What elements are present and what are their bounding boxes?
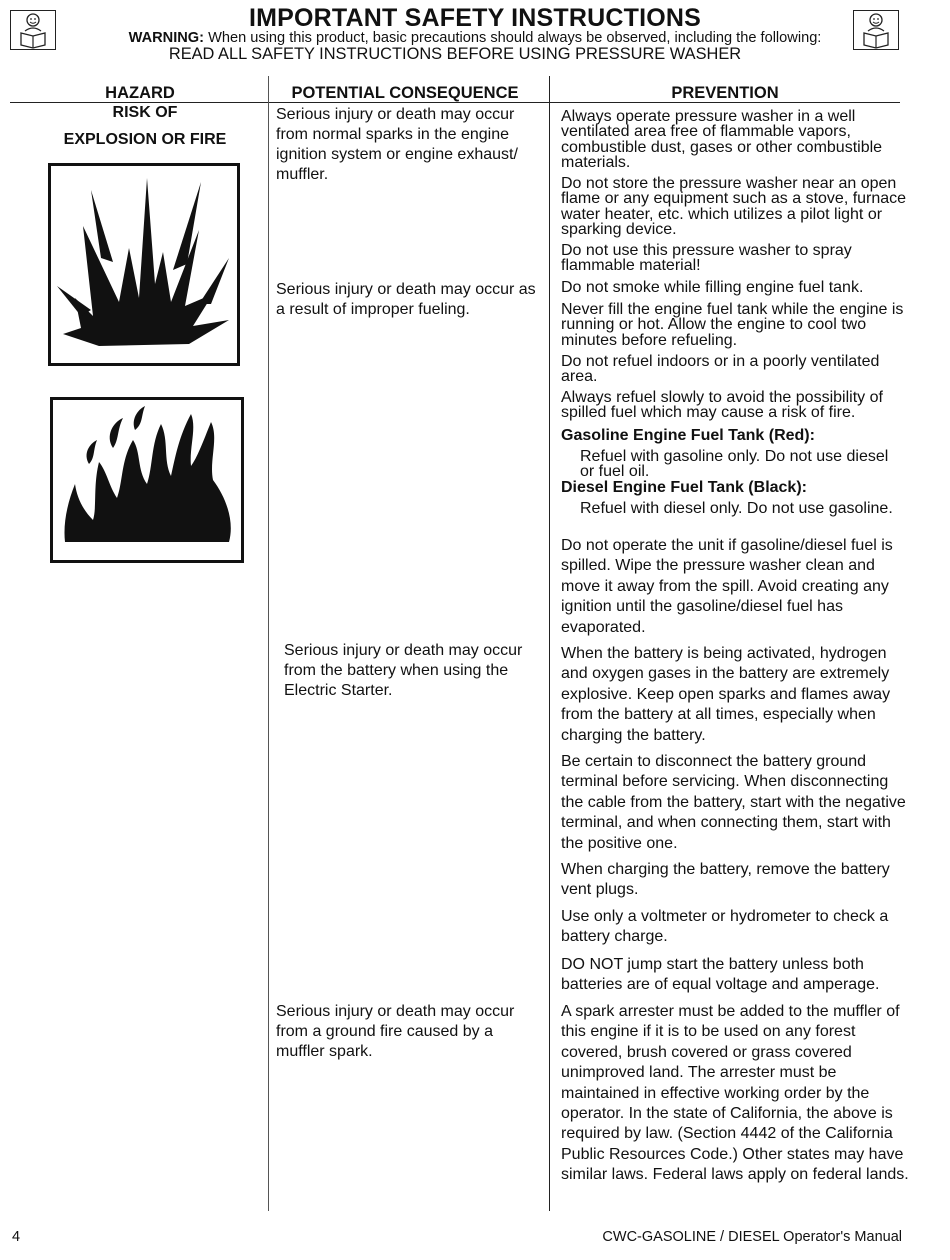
fire-icon bbox=[50, 397, 244, 563]
hazard-title-line1: RISK OF bbox=[112, 104, 178, 121]
column-header-consequence: POTENTIAL CONSEQUENCE bbox=[291, 84, 519, 102]
prevention-text: Do not store the pressure washer near an open flame or any equipment such as a stove, furnace water heater, etc. which utilizes a pilot light or sparking device. bbox=[561, 175, 907, 238]
prevention-subtext: Refuel with diesel only. Do not use gasoline. bbox=[580, 500, 893, 517]
hazard-title-line2: EXPLOSION OR FIRE bbox=[63, 131, 227, 148]
column-header-prevention: PREVENTION bbox=[671, 84, 779, 102]
prevention-text: Do not use this pressure washer to spray flammable material! bbox=[561, 242, 852, 275]
prevention-text: A spark arrester must be added to the muffler of this engine if it is to be used on any forest covered, brush covered or grass covered unimproved land. The arrester must be maintained in effective working order by the operator. In the state of California, the above is required by law. (Section 4442 of the California Public Resources Code.) Other states may have similar laws. Federal laws apply on federal lands. bbox=[561, 1003, 909, 1184]
warning-line bbox=[0, 30, 950, 46]
prevention-text: Never fill the engine fuel tank while the engine is running or hot. Allow the engine to cool two minutes before refueling. bbox=[561, 301, 904, 349]
page-number: 4 bbox=[12, 1229, 21, 1245]
column-divider bbox=[268, 76, 269, 1211]
prevention-text: Do not smoke while filling engine fuel tank. bbox=[561, 279, 864, 296]
prevention-text: Always operate pressure washer in a well ventilated area free of flammable vapors, combustible dust, gases or other combustible materials. bbox=[561, 108, 883, 171]
prevention-text: DO NOT jump start the battery unless both batteries are of equal voltage and amperage. bbox=[561, 956, 880, 994]
read-all-instructions: READ ALL SAFETY INSTRUCTIONS BEFORE USING PRESSURE WASHER bbox=[168, 45, 742, 63]
explosion-icon bbox=[48, 163, 240, 366]
consequence-text: Serious injury or death may occur as a result of improper fueling. bbox=[276, 281, 536, 318]
column-divider bbox=[549, 76, 550, 1211]
consequence-text: Serious injury or death may occur from a ground fire caused by a muffler spark. bbox=[276, 1003, 515, 1060]
manual-title: CWC-GASOLINE / DIESEL Operator's Manual bbox=[602, 1229, 902, 1245]
prevention-text: Do not refuel indoors or in a poorly ventilated area. bbox=[561, 353, 880, 386]
header-divider bbox=[10, 102, 900, 103]
warning-label: WARNING: bbox=[128, 30, 205, 46]
warning-text: When using this product, basic precautions should always be observed, including the following: bbox=[204, 30, 822, 46]
column-header-hazard: HAZARD bbox=[105, 84, 175, 102]
fuel-tank-heading: Diesel Engine Fuel Tank (Black): bbox=[561, 479, 807, 496]
fuel-tank-heading: Gasoline Engine Fuel Tank (Red): bbox=[561, 427, 815, 444]
consequence-text: Serious injury or death may occur from normal sparks in the engine ignition system or engine exhaust/ muffler. bbox=[276, 106, 518, 183]
prevention-text: Always refuel slowly to avoid the possibility of spilled fuel which may cause a risk of fire. bbox=[561, 389, 883, 422]
prevention-text: Be certain to disconnect the battery ground terminal before servicing. When disconnecting the cable from the battery, start with the negative terminal, and when connecting them, start with the positive one. bbox=[561, 753, 906, 852]
prevention-text: When charging the battery, remove the battery vent plugs. bbox=[561, 861, 890, 899]
prevention-subtext: Refuel with gasoline only. Do not use diesel or fuel oil. bbox=[580, 448, 889, 481]
prevention-text: When the battery is being activated, hydrogen and oxygen gases in the battery are extremely explosive. Keep open sparks and flames away from the battery at all times, especially when charging the battery. bbox=[561, 645, 891, 744]
prevention-text: Use only a voltmeter or hydrometer to check a battery charge. bbox=[561, 908, 889, 946]
prevention-text: Do not operate the unit if gasoline/diesel fuel is spilled. Wipe the pressure washer clean and move it away from the spill. Avoid creating any ignition until the gasoline/diesel fuel has evaporated. bbox=[561, 537, 893, 636]
consequence-text: Serious injury or death may occur from the battery when using the Electric Starter. bbox=[284, 642, 523, 699]
page-title: IMPORTANT SAFETY INSTRUCTIONS bbox=[248, 4, 702, 32]
